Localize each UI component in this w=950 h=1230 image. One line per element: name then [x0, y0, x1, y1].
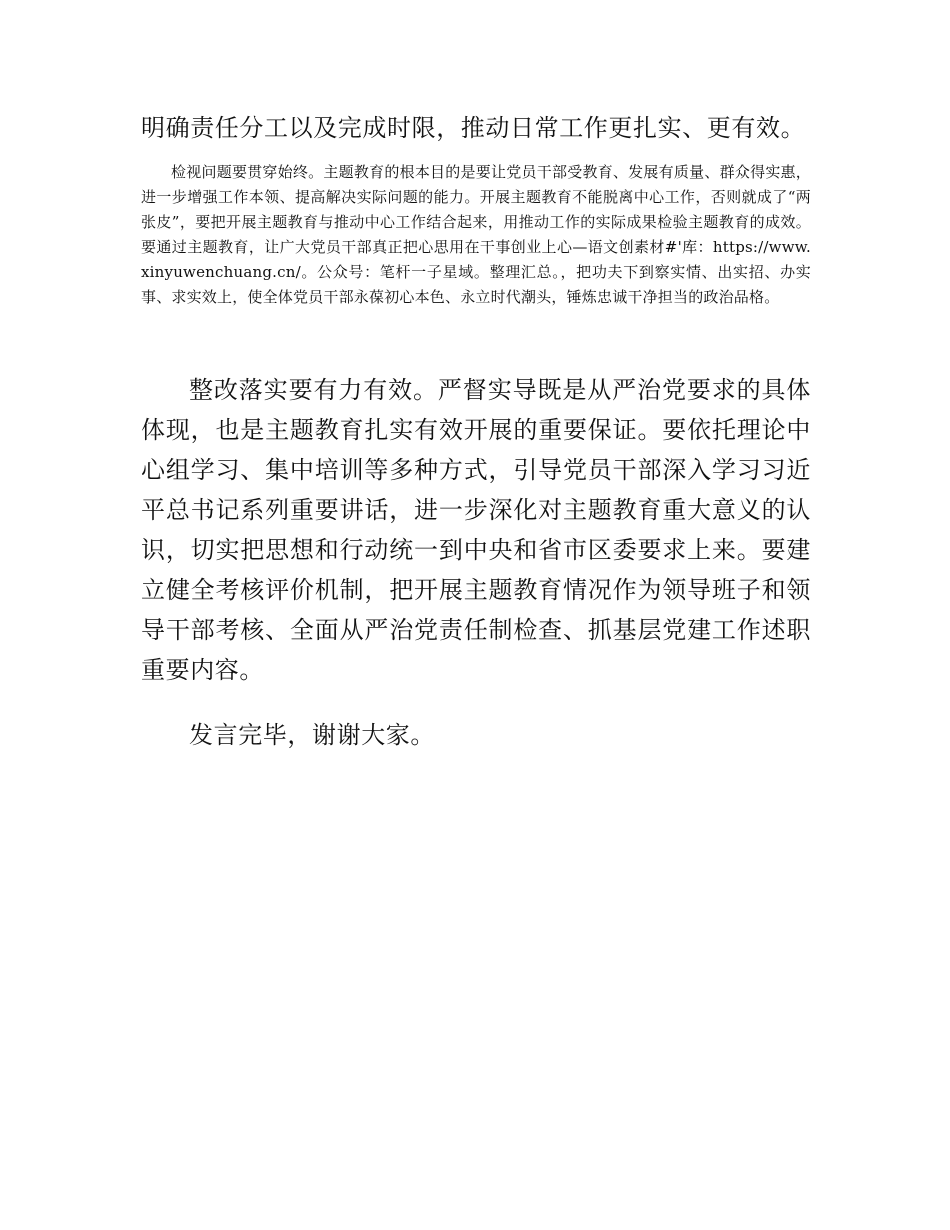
paragraph-closing: 发言完毕，谢谢大家。: [189, 721, 435, 749]
paragraph-rectification: 整改落实要有力有效。严督实导既是从严治党要求的具体体现，也是主题教育扎实有效开展的重要保证。要依托理论中心组学习、集中培训等多种方式，引导党员干部深入学习习近平总书记系列重要讲话，进一步深化对主题教育重大意义的认识，切实把思想和行动统一到中央和省市区委要求上来。要建立健全考核评价机制，把开展主题教育情况作为领导班子和领导干部考核、全面从严治党责任制检查、抓基层党建工作述职重要内容。: [141, 376, 811, 684]
paragraph-continuation: 明确责任分工以及完成时限，推动日常工作更扎实、更有效。: [141, 114, 806, 142]
paragraph-review-problems: 检视问题要贯穿始终。主题教育的根本目的是要让党员干部受教育、发展有质量、群众得实惠，进一步增强工作本领、提高解决实际问题的能力。开展主题教育不能脱离中心工作，否则就成了“两张皮”，要把开展主题教育与推动中心工作结合起来，用推动工作的实际成果检验主题教育的成效。要通过主题教育，让广大党员干部真正把心思用在干事创业上心—语文创素材#'库：https://www.xinyuwenchuang.cn/。公众号：笔杆一子星域。整理汇总。，把功夫下到察实情、出实招、办实事、求实效上，使全体党员干部永葆初心本色、永立时代潮头，锤炼忠诚干净担当的政治品格。: [141, 163, 811, 306]
